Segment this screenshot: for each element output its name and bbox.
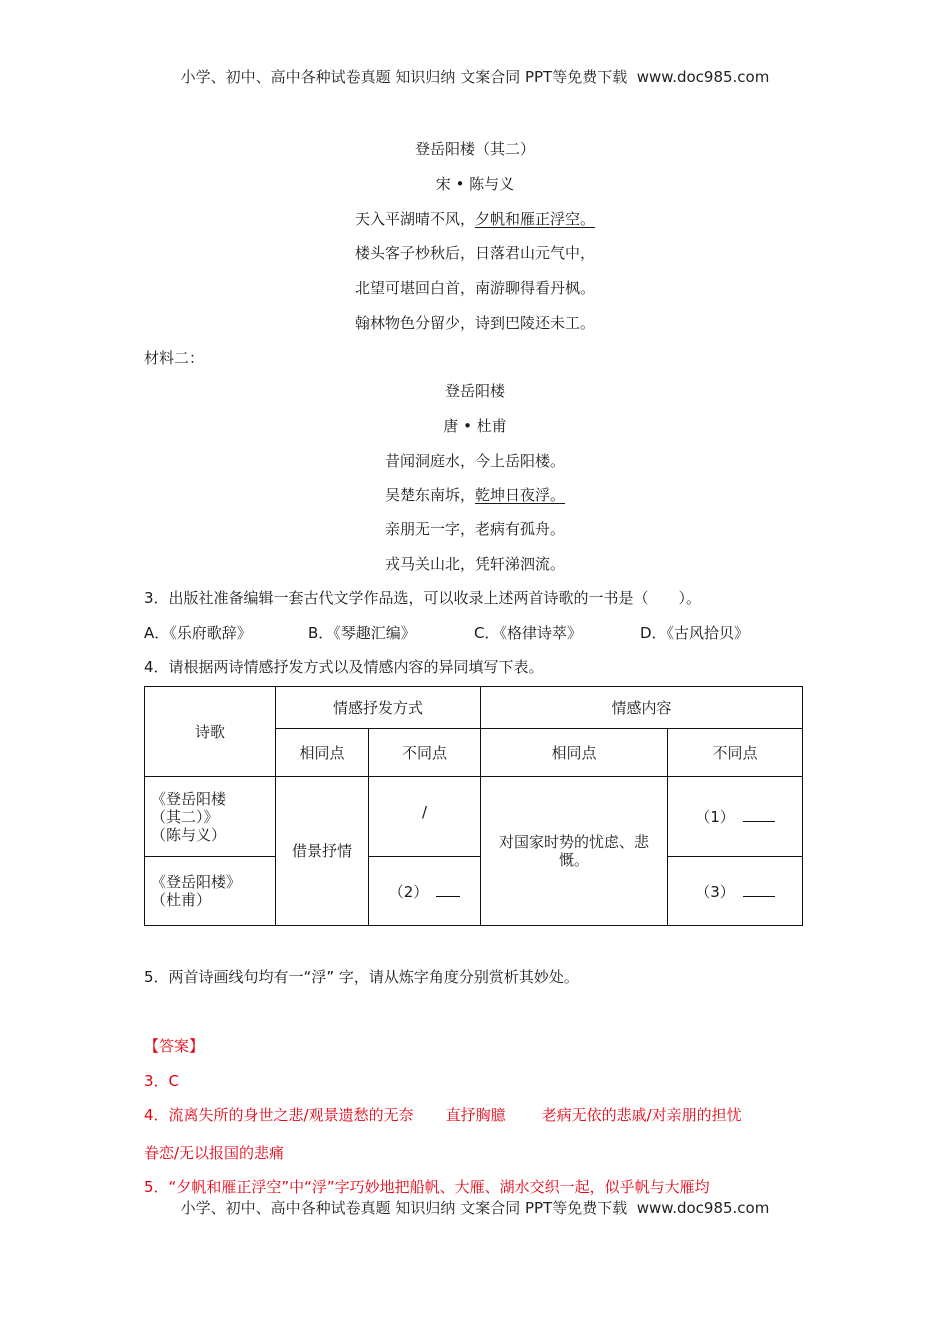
answer-5: 5．“夕帆和雁正浮空”中“浮”字巧妙地把船帆、大雁、湖水交织一起，似乎帆与大雁均	[144, 1178, 710, 1196]
blank-1-line[interactable]	[743, 807, 775, 822]
page-header	[0, 66, 950, 87]
header-content-diff: 不同点	[668, 729, 803, 777]
poem2-line2-underlined: 乾坤日夜浮。	[475, 486, 566, 504]
poem1-line1-plain: 天入平湖晴不风，	[354, 210, 475, 228]
q3-option-c[interactable]: C．《格律诗萃》	[474, 624, 582, 642]
q4-table	[144, 686, 803, 926]
q5-text: 5．两首诗画线句均有一“浮” 字，请从炼字角度分别赏析其妙处。	[144, 968, 579, 986]
poem1-line1-underlined: 夕帆和雁正浮空。	[475, 210, 596, 228]
row2-poem-line: 《登岳阳楼》	[151, 873, 242, 891]
poem2-line3: 亲朋无一字，老病有孤舟。	[384, 520, 565, 538]
answer-3: 3．C	[144, 1072, 180, 1090]
q3-option-d[interactable]: D．《古风拾贝》	[640, 624, 750, 642]
shared-content-line: 对国家时势的忧虑、悲	[499, 833, 650, 851]
shared-method-cell: 借景抒情	[276, 777, 369, 926]
answer-4-line2: 眷恋/无以报国的悲痛	[144, 1144, 285, 1162]
row1-poem-line: （其二）》	[151, 807, 219, 826]
group-header-method: 情感抒发方式	[276, 687, 481, 729]
row1-poem-cell	[145, 777, 276, 857]
q3-option-a[interactable]: A．《乐府歌辞》	[144, 624, 252, 642]
blank-1-label: （1）	[695, 808, 735, 826]
blank-3-cell[interactable]	[668, 857, 803, 926]
footer-url[interactable]: www.doc985.com	[636, 1199, 770, 1217]
answer-4-part: 老病无依的悲戚/对亲朋的担忧	[541, 1106, 742, 1124]
group-header-content: 情感内容	[481, 687, 803, 729]
poem1-line4: 翰林物色分留少，诗到巴陵还未工。	[354, 314, 595, 332]
q3-options	[144, 622, 804, 642]
footer-text: 小学、初中、高中各种试卷真题 知识归纳 文案合同 PPT等免费下载	[180, 1199, 628, 1217]
shared-content-cell	[481, 777, 668, 926]
answer-4-part: 4．流离失所的身世之悲/观景遗愁的无奈	[144, 1106, 414, 1124]
poem1-line1	[0, 208, 950, 229]
poem2-line4: 戎马关山北，凭轩涕泗流。	[384, 555, 565, 573]
row1-method-diff: /	[369, 777, 481, 857]
blank-2-label: （2）	[388, 882, 429, 901]
header-content-same: 相同点	[481, 729, 668, 777]
poem1-author: 宋 • 陈与义	[435, 175, 515, 193]
q4-text: 4．请根据两诗情感抒发方式以及情感内容的异同填写下表。	[144, 658, 544, 676]
material2-label: 材料二：	[144, 349, 205, 367]
blank-3-line[interactable]	[743, 882, 775, 897]
header-method-diff: 不同点	[369, 729, 481, 777]
answer-4-line1	[144, 1104, 742, 1125]
poem2-line1: 昔闻洞庭水，今上岳阳楼。	[384, 452, 565, 470]
poem2-line2-plain: 吴楚东南坼，	[384, 486, 475, 504]
header-text: 小学、初中、高中各种试卷真题 知识归纳 文案合同 PPT等免费下载	[180, 68, 628, 86]
poem2-author: 唐 • 杜甫	[443, 417, 507, 435]
q3-text: 3．出版社准备编辑一套古代文学作品选，可以收录上述两首诗歌的一书是（ ）。	[144, 589, 702, 607]
blank-1-cell[interactable]	[668, 777, 803, 857]
page-footer	[0, 1197, 950, 1218]
header-url[interactable]: www.doc985.com	[636, 68, 770, 86]
row2-poem-line: （杜甫）	[151, 891, 212, 909]
row1-poem-line: （陈与义）	[151, 825, 227, 844]
shared-content-line: 慨。	[559, 851, 590, 869]
row2-poem-cell	[145, 857, 276, 926]
poem2-title: 登岳阳楼	[444, 382, 505, 400]
q3-option-b[interactable]: B．《琴趣汇编》	[308, 624, 416, 642]
poem1-line3: 北望可堪回白首，南游聊得看丹枫。	[354, 279, 595, 297]
poem2-line2	[0, 484, 950, 505]
col-header-poem: 诗歌	[145, 687, 276, 777]
poem1-line2: 楼头客子杪秋后，日落君山元气中，	[354, 244, 595, 262]
blank-3-label: （3）	[695, 882, 735, 901]
answer-label: 【答案】	[144, 1037, 205, 1055]
answer-4-part: 直抒胸臆	[445, 1106, 506, 1124]
row1-poem-line: 《登岳阳楼	[151, 789, 227, 808]
blank-2-cell[interactable]	[369, 857, 481, 926]
poem1-title: 登岳阳楼（其二）	[414, 140, 535, 158]
blank-2-line[interactable]	[436, 882, 460, 897]
header-method-same: 相同点	[276, 729, 369, 777]
